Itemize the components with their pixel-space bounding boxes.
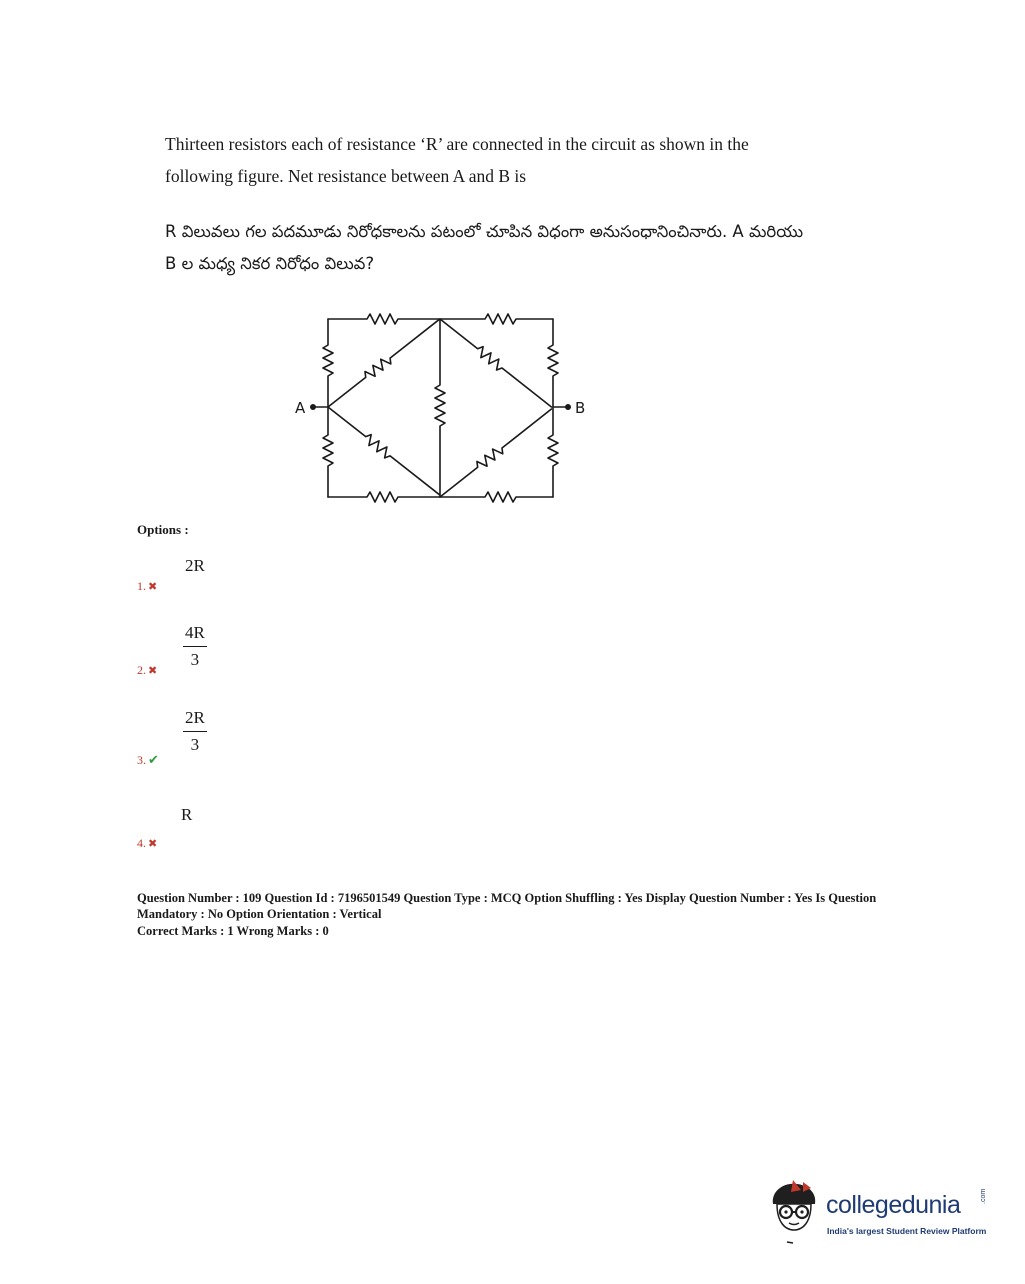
question-line-1: Thirteen resistors each of resistance ‘R’ are connected in the circuit as shown in the [165, 134, 749, 154]
question-metadata [137, 891, 917, 940]
option-1-value: 2R [185, 556, 205, 575]
collegedunia-mascot-icon [767, 1178, 825, 1248]
brand-name: collegedunia [826, 1191, 961, 1219]
terminal-b [565, 404, 571, 410]
meta-line-2: Mandatory : No Option Orientation : Vertical [137, 906, 382, 921]
option-number: 4. [137, 836, 146, 850]
correct-check-icon: ✔ [148, 752, 159, 767]
telugu-line-1: R విలువలు గల పదమూడు నిరోధకాలను పటంలో చూపిన విధంగా అనుసంధానించినారు. A మరియు [165, 222, 804, 241]
options-heading: Options : [137, 522, 189, 537]
resistor-left-lower [323, 407, 333, 497]
resistor-bottom-right [440, 492, 553, 502]
option-2[interactable] [137, 663, 157, 678]
option-1[interactable] [137, 579, 157, 594]
numerator: 4R [183, 623, 207, 647]
option-number: 1. [137, 579, 146, 593]
denominator: 3 [190, 650, 200, 669]
question-line-2: following figure. Net resistance between A and B is [165, 166, 527, 186]
label-a: A [295, 399, 306, 417]
option-4[interactable] [137, 836, 157, 851]
question-text-english [165, 128, 865, 192]
wrong-icon: ✖ [148, 665, 158, 677]
resistor-diag-a-bottom [325, 403, 443, 499]
question-text-telugu [165, 216, 865, 280]
option-3[interactable] [137, 752, 159, 768]
resistor-right-lower [548, 407, 558, 497]
terminal-a [310, 404, 316, 410]
telugu-line-2: B ల మధ్య నికర నిరోధం విలువ? [165, 254, 375, 273]
denominator: 3 [190, 735, 200, 754]
resistor-diag-bottom-b [437, 405, 555, 501]
option-3-fraction [183, 708, 207, 755]
label-b: B [575, 399, 586, 417]
resistor-top-right [440, 314, 553, 324]
meta-line-1: Question Number : 109 Question Id : 7196501549 Question Type : MCQ Option Shuffling : Yes Display Question Number : Yes Is Question [137, 891, 877, 905]
circuit-diagram [285, 300, 605, 510]
option-number: 3. [137, 753, 146, 767]
resistor-diag-a-top [325, 315, 443, 411]
brand-tagline: India's largest Student Review Platform [827, 1226, 987, 1236]
resistor-top-left [328, 314, 440, 324]
option-number: 2. [137, 663, 146, 677]
option-2-fraction [183, 623, 207, 670]
numerator: 2R [183, 708, 207, 732]
resistor-diag-top-b [437, 315, 555, 411]
resistor-bottom-left [328, 492, 440, 502]
option-4-value: R [181, 805, 193, 824]
wrong-icon: ✖ [148, 581, 158, 593]
resistor-right-upper [548, 319, 558, 407]
wrong-icon: ✖ [148, 838, 158, 850]
resistor-center [435, 319, 445, 497]
meta-line-3: Correct Marks : 1 Wrong Marks : 0 [137, 924, 329, 938]
resistor-left-upper [323, 319, 333, 407]
brand-domain: .com [980, 1188, 987, 1204]
